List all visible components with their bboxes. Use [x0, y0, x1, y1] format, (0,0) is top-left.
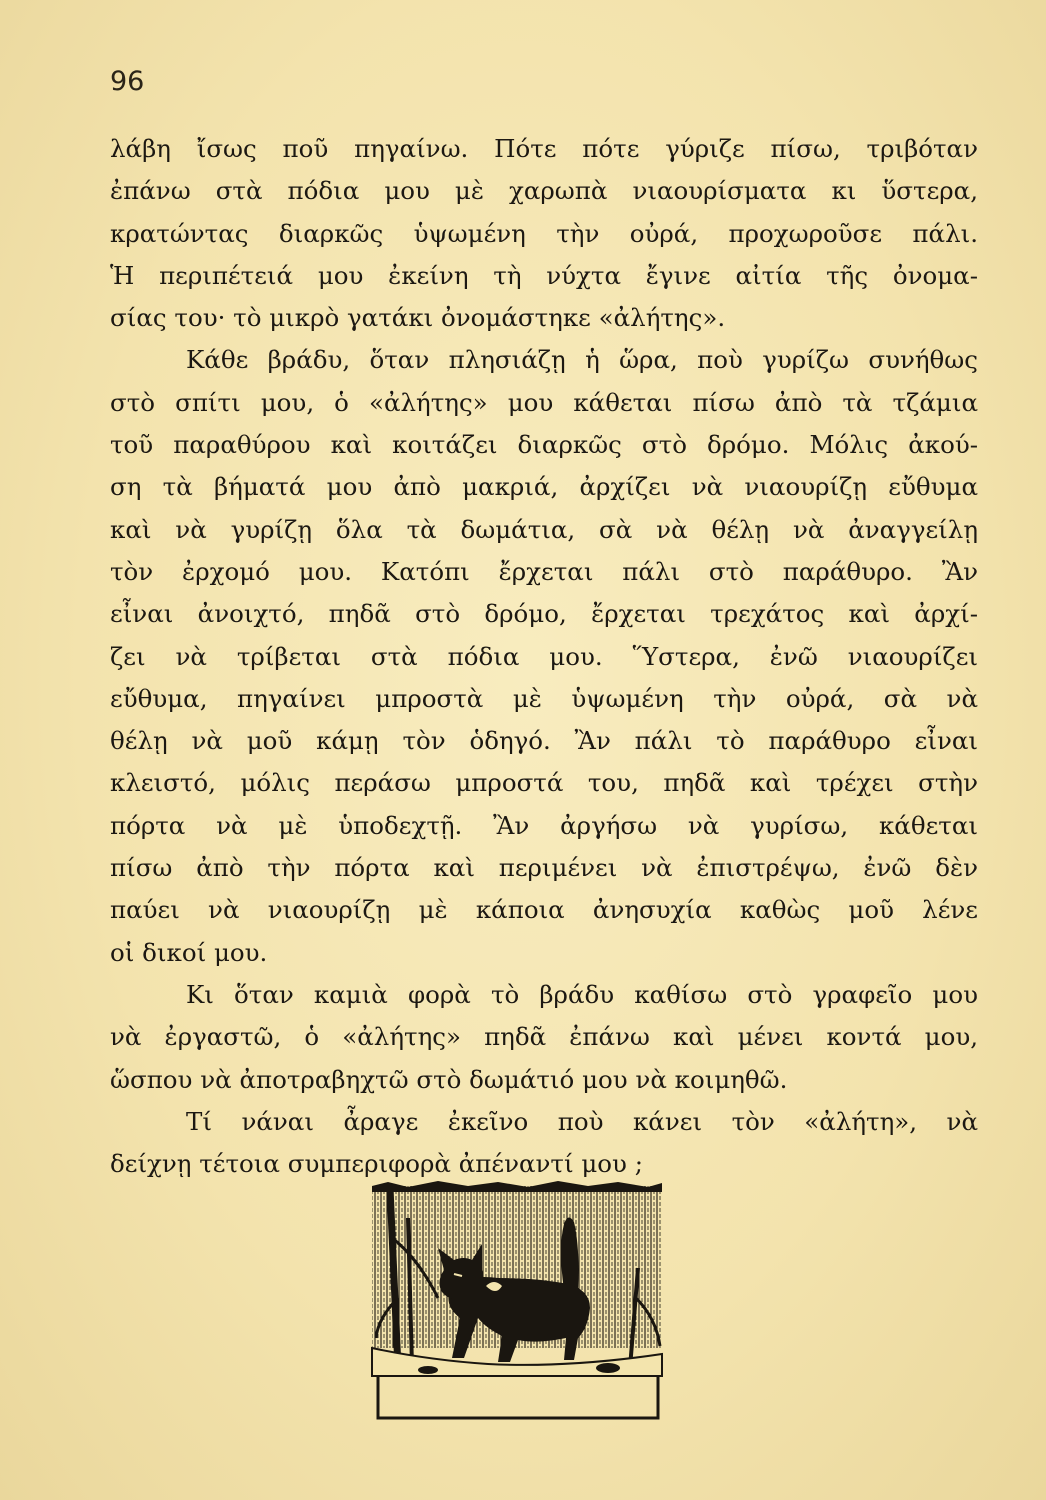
text-line: οἱ δικοί μου.: [110, 937, 268, 967]
text-line: θέλῃ νὰ μοῦ κάμῃ τὸν ὁδηγό. Ἂν πάλι τὸ παράθυρο εἶναι: [110, 726, 978, 756]
text-line: εἶναι ἀνοιχτό, πηδᾶ στὸ δρόμο, ἔρχεται τρεχάτος καὶ ἀρχί-: [110, 599, 978, 629]
ground: [372, 1348, 662, 1376]
cat-woodcut-illustration: [368, 1178, 668, 1440]
text-line: εὔθυμα, πηγαίνει μπροστὰ μὲ ὑψωμένη τὴν οὐρά, σὰ νὰ: [110, 683, 978, 713]
text-line: Τί νάναι ἆραγε ἐκεῖνο ποὺ κάνει τὸν «ἀλήτη», νὰ: [186, 1106, 978, 1136]
cat-illustration-svg: [368, 1178, 668, 1440]
woodcut-frame: [378, 1376, 658, 1418]
text-line: κρατώντας διαρκῶς ὑψωμένη τὴν οὐρά, προχωροῦσε πάλι.: [110, 218, 978, 248]
text-line: πίσω ἀπὸ τὴν πόρτα καὶ περιμένει νὰ ἐπιστρέψω, ἐνῶ δὲν: [110, 853, 978, 883]
text-line: Ἡ περιπέτειά μου ἐκείνη τὴ νύχτα ἔγινε αἰτία τῆς ὀνομα-: [110, 260, 978, 290]
stone: [418, 1366, 438, 1374]
text-line: ὥσπου νὰ ἀποτραβηχτῶ στὸ δωμάτιό μου νὰ κοιμηθῶ.: [110, 1064, 788, 1094]
woodcut-top-edge: [372, 1181, 662, 1192]
text-line: νὰ ἐργαστῶ, ὁ «ἀλήτης» πηδᾶ ἐπάνω καὶ μένει κοντά μου,: [110, 1022, 978, 1052]
text-line: σίας του· τὸ μικρὸ γατάκι ὀνομάστηκε «ἀλήτης».: [110, 303, 726, 333]
text-line: ἐπάνω στὰ πόδια μου μὲ χαρωπὰ νιαουρίσματα κι ὕστερα,: [110, 176, 978, 206]
text-line: δείχνῃ τέτοια συμπεριφορὰ ἀπέναντί μου ;: [110, 1149, 643, 1179]
stone: [596, 1363, 620, 1373]
text-line: ζει νὰ τρίβεται στὰ πόδια μου. Ὕστερα, ἐνῶ νιαουρίζει: [110, 641, 978, 671]
text-line: καὶ νὰ γυρίζῃ ὅλα τὰ δωμάτια, σὰ νὰ θέλῃ νὰ ἀναγγείλῃ: [110, 514, 978, 544]
text-line: ση τὰ βήματά μου ἀπὸ μακριά, ἀρχίζει νὰ νιαουρίζῃ εὔθυμα: [110, 472, 978, 502]
text-line: τοῦ παραθύρου καὶ κοιτάζει διαρκῶς στὸ δρόμο. Μόλις ἀκού-: [110, 430, 978, 460]
text-line: στὸ σπίτι μου, ὁ «ἀλήτης» μου κάθεται πίσω ἀπὸ τὰ τζάμια: [110, 387, 978, 417]
page-number: 96: [110, 66, 145, 97]
text-line: κλειστό, μόλις περάσω μπροστά του, πηδᾶ καὶ τρέχει στὴν: [110, 768, 978, 798]
text-line: Κάθε βράδυ, ὅταν πλησιάζῃ ἡ ὥρα, ποὺ γυρίζω συνήθως: [186, 345, 978, 375]
text-line: Κι ὅταν καμιὰ φορὰ τὸ βράδυ καθίσω στὸ γραφεῖο μου: [186, 979, 978, 1009]
body-text: [110, 128, 978, 1185]
text-line: πόρτα νὰ μὲ ὑποδεχτῇ. Ἂν ἀργήσω νὰ γυρίσω, κάθεται: [110, 810, 978, 840]
text-line: λάβη ἴσως ποῦ πηγαίνω. Πότε πότε γύριζε πίσω, τριβόταν: [110, 134, 978, 163]
text-line: τὸν ἐρχομό μου. Κατόπι ἔρχεται πάλι στὸ παράθυρο. Ἂν: [110, 556, 978, 586]
text-line: παύει νὰ νιαουρίζῃ μὲ κάποια ἀνησυχία καθὼς μοῦ λένε: [110, 895, 978, 925]
